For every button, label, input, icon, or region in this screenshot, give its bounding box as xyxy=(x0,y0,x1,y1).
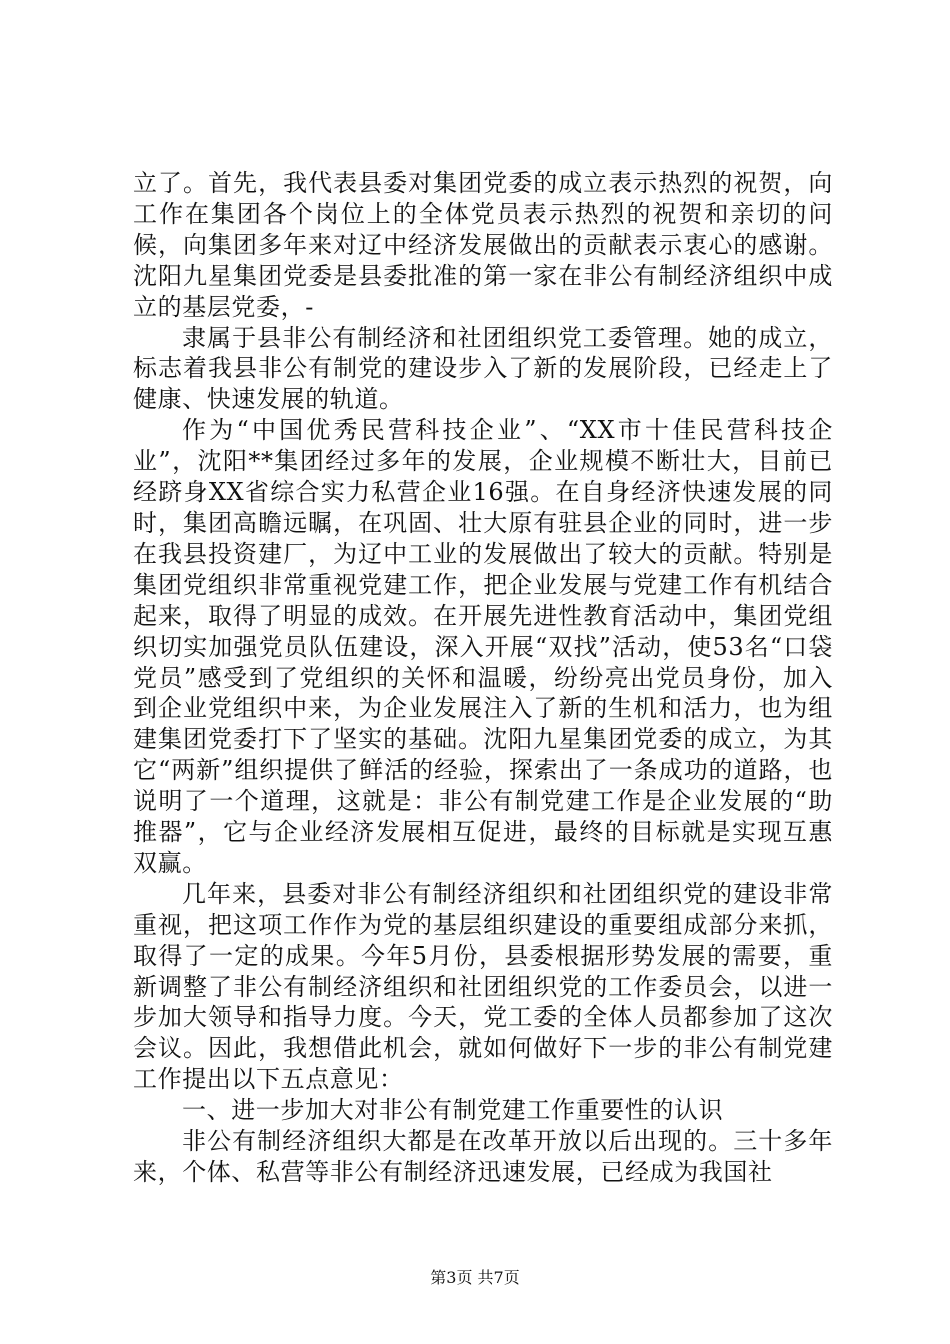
paragraph-nonpublic-economy: 非公有制经济组织大都是在改革开放以后出现的。三十多年来，个体、私营等非公有制经济迅速发展，已经成为我国社 xyxy=(133,1127,833,1186)
section-heading-1: 一、进一步加大对非公有制党建工作重要性的认识 xyxy=(182,1096,724,1125)
paragraph-county-work: 几年来，县委对非公有制经济组织和社团组织党的建设非常重视，把这项工作作为党的基层组织建设的重要组成部分来抓，取得了一定的成果。今年5月份，县委根据形势发展的需要，重新调整了非公有制经济组织和社团组织党的工作委员会，以进一步加大领导和指导力度。今天，党工委的全体人员都参加了这次会议。因此，我想借此机会，就如何做好下一步的非公有制党建工作提出以下五点意见： xyxy=(133,879,833,1094)
paragraph-group-achievements: 作为“中国优秀民营科技企业”、“XX市十佳民营科技企业”，沈阳**集团经过多年的发展，企业规模不断壮大，目前已经跻身XX省综合实力私营企业16强。在自身经济快速发展的同时，集团高瞻远瞩，在巩固、壮大原有驻县企业的同时，进一步在我县投资建厂，为辽中工业的发展做出了较大的贡献。特别是集团党组织非常重视党建工作，把企业发展与党建工作有机结合起来，取得了明显的成效。在开展先进性教育活动中，集团党组织切实加强党员队伍建设，深入开展“双找”活动，使53名“口袋党员”感受到了党组织的关怀和温暖，纷纷亮出党员身份，加入到企业党组织中来，为企业发展注入了新的生机和活力，也为组建集团党委打下了坚实的基础。沈阳九星集团党委的成立，为其它“两新”组织提供了鲜活的经验，探索出了一条成功的道路，也说明了一个道理，这就是：非公有制党建工作是企业发展的“助推器”，它与企业经济发展相互促进，最终的目标就是实现互惠双赢。 xyxy=(133,416,833,877)
paragraph-affiliation: 隶属于县非公有制经济和社团组织党工委管理。她的成立，标志着我县非公有制党的建设步入了新的发展阶段，已经走上了健康、快速发展的轨道。 xyxy=(133,323,833,414)
page-footer: 第3页 共7页 xyxy=(430,1268,520,1287)
document-body xyxy=(133,168,833,1188)
paragraph-continuation: 立了。首先，我代表县委对集团党委的成立表示热烈的祝贺，向工作在集团各个岗位上的全体党员表示热烈的祝贺和亲切的问候，向集团多年来对辽中经济发展做出的贡献表示衷心的感谢。沈阳九星集团党委是县委批准的第一家在非公有制经济组织中成立的基层党委，- xyxy=(133,169,833,321)
